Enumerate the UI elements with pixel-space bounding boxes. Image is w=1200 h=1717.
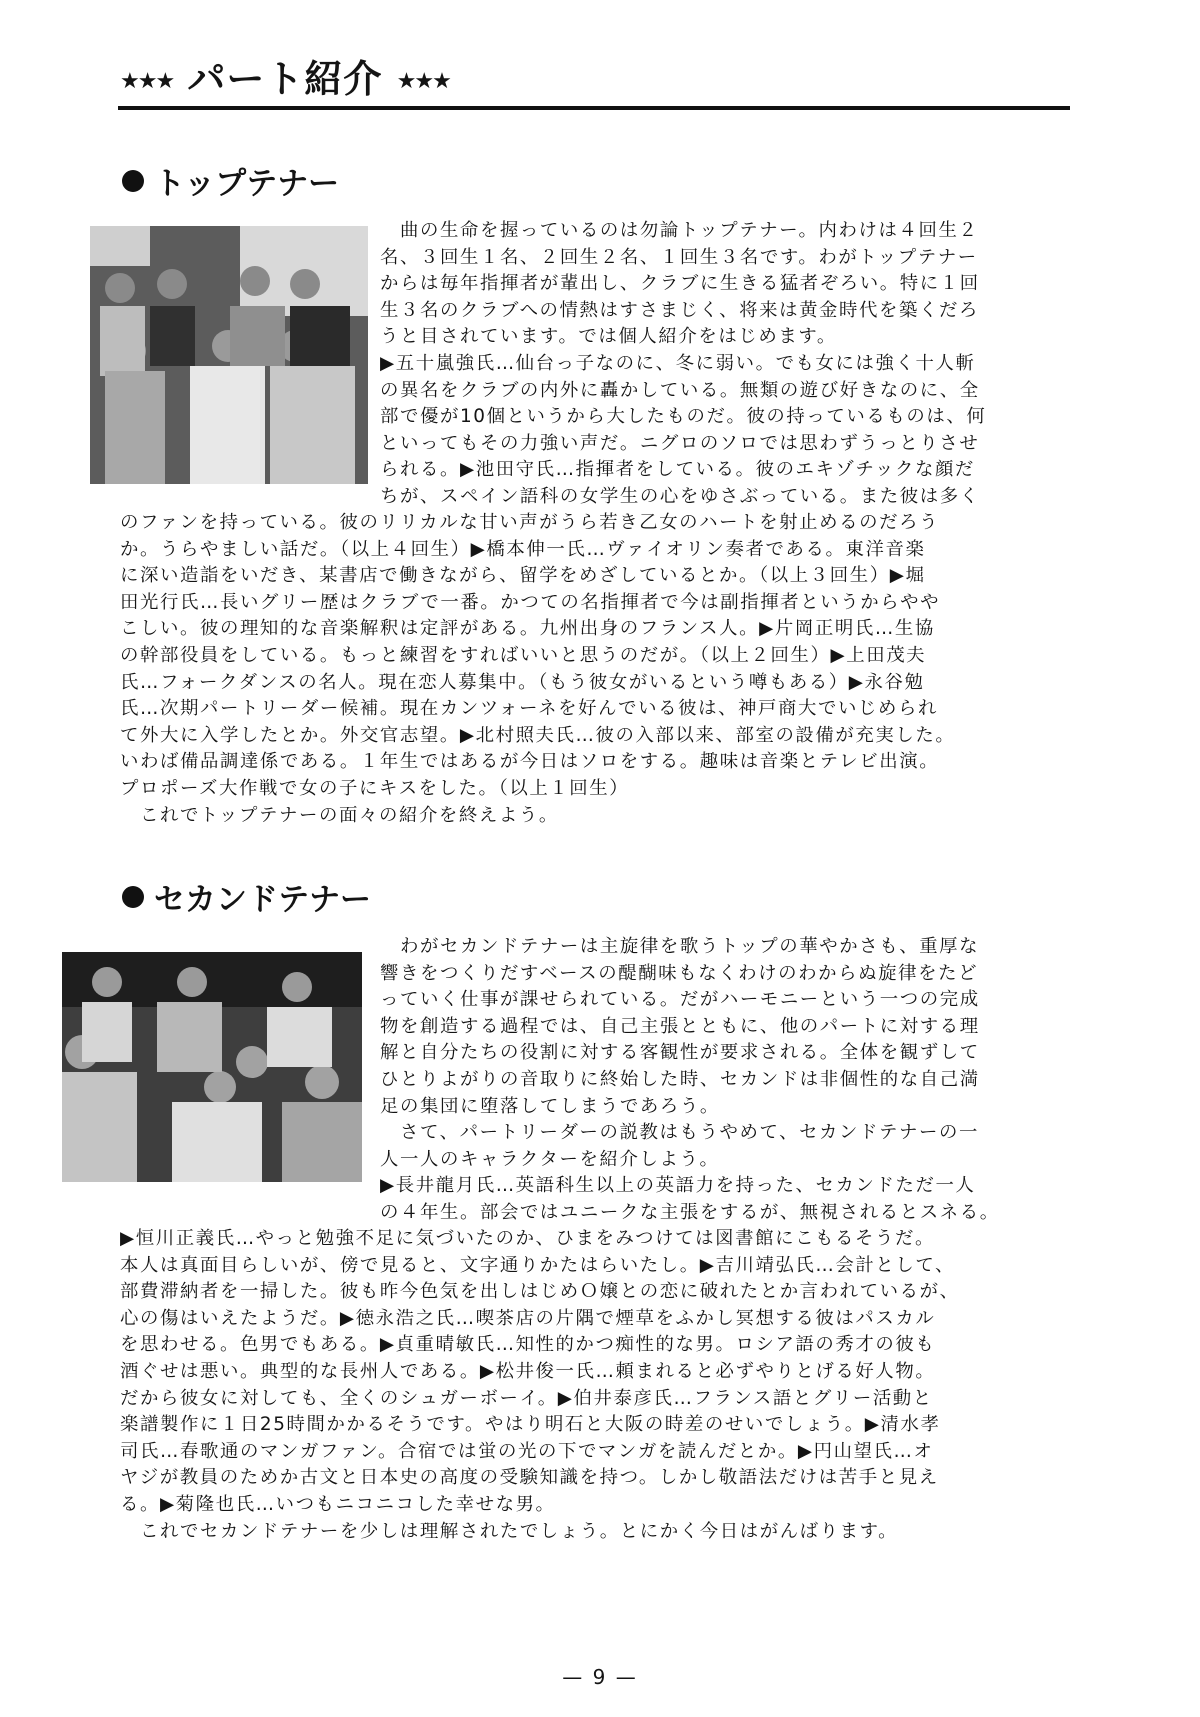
text-line: の異名をクラブの内外に轟かしている。無類の遊び好きなのに、全 (380, 379, 980, 401)
title-stars-left: ★★★ (120, 69, 174, 94)
text-line: わがセカンドテナーは主旋律を歌うトップの華やかさも、重厚な (380, 936, 980, 957)
section-heading-second-tenor (122, 874, 371, 919)
text-line: 田光行氏…長いグリー歴はクラブで一番。かつての名指揮者で今は副指揮者というからやや (120, 591, 941, 613)
text-line: ▶恒川正義氏…やっと勉強不足に気づいたのか、ひまをみつけては図書館にこもるそうだ。 (120, 1228, 936, 1249)
text-line: 響きをつくりだすベースの醍醐味もなくわけのわからぬ旋律をたど (380, 962, 979, 984)
text-line: のファンを持っている。彼のリリカルな甘い声がうら若き乙女のハートを射止めるのだろう (120, 512, 940, 533)
text-line: 解と自分たちの役割に対する客観性が要求される。全体を観ずして (380, 1042, 980, 1064)
text-line: 物を創造する過程では、自己主張とともに、他のパートに対する理 (380, 1015, 980, 1037)
bullet-icon (122, 886, 144, 908)
text-line: っていく仕事が課せられている。だがハーモニーという一つの完成 (380, 989, 980, 1011)
text-line: これでトップテナーの面々の紹介を終えよう。 (120, 804, 559, 826)
text-line: の４年生。部会ではユニークな主張をするが、無視されるとスネる。 (380, 1201, 1000, 1223)
text-line: うと目されています。では個人紹介をはじめます。 (380, 326, 837, 348)
text-line: ▶五十嵐強氏…仙台っ子なのに、冬に弱い。でも女には強く十人斬 (380, 352, 976, 374)
text-line: 氏…次期パートリーダー候補。現在カンツォーネを好んでいる彼は、神戸商大でいじめられ (120, 698, 938, 720)
section-heading-text: セカンドテナー (154, 882, 371, 918)
text-line: に深い造詣をいだき、某書店で働きながら、留学をめざしているとか。（以上３回生）▶堀 (120, 565, 926, 587)
page-number: — 9 — (562, 1665, 638, 1689)
title-stars-right: ★★★ (396, 69, 450, 94)
text-line: 司氏…春歌通のマンガファン。合宿では蛍の光の下でマンガを読んだとか。▶円山望氏…オ (120, 1440, 934, 1462)
top-tenor-group-photo (90, 226, 368, 484)
top-tenor-full-text (120, 510, 955, 829)
text-line: 心の傷はいえたようだ。▶徳永浩之氏…喫茶店の片隅で煙草をふかし冥想する彼はパスカル (120, 1307, 936, 1329)
text-line: 楽譜製作に１日25時間かかるそうです。やはり明石と大阪の時差のせいでしょう。▶清水孝 (120, 1414, 941, 1436)
bullet-icon (122, 170, 144, 192)
text-line: 曲の生命を握っているのは勿論トップテナー。内わけは４回生２ (380, 220, 979, 241)
text-line: られる。▶池田守氏…指揮者をしている。彼のエキゾチックな顔だ (380, 459, 975, 481)
text-line: 部で優が10個というから大したものだ。彼の持っているものは、何 (380, 406, 987, 428)
text-line: といってもその力強い声だ。ニグロのソロでは思わずうっとりさせ (380, 432, 980, 454)
text-line: だから彼女に対しても、全くのシュガーボーイ。▶伯井泰彦氏…フランス語とグリー活動と (120, 1387, 933, 1409)
text-line: 部費滞納者を一掃した。彼も昨今色気を出しはじめＯ嬢との恋に破れたとか言われているが、 (120, 1281, 960, 1303)
text-line: る。▶菊隆也氏…いつもニコニコした幸せな男。 (120, 1493, 556, 1515)
page-title (120, 48, 450, 103)
text-line: ヤジが教員のためか古文と日本史の高度の受験知識を持つ。しかし敬語法だけは苦手と見え (120, 1467, 939, 1489)
text-line: ▶長井龍月氏…英語科生以上の英語力を持った、セカンドただ一人 (380, 1175, 976, 1197)
top-tenor-wrapped-text (380, 218, 986, 511)
text-line: ひとりよがりの音取りに終始した時、セカンドは非個性的な自己満 (380, 1068, 980, 1090)
text-line: 生３名のクラブへの情熱はすさまじく、将来は黄金時代を築くだろ (380, 299, 979, 321)
text-line: を思わせる。色男でもある。▶貞重晴敏氏…知性的かつ痴性的な男。ロシア語の秀才の彼も (120, 1334, 936, 1356)
text-line: こしい。彼の理知的な音楽解釈は定評がある。九州出身のフランス人。▶片岡正明氏…生協 (120, 618, 935, 640)
text-line: 酒ぐせは悪い。典型的な長州人である。▶松井俊一氏…頼まれると必ずやりとげる好人物。 (120, 1360, 936, 1382)
text-line: 足の集団に堕落してしまうであろう。 (380, 1095, 720, 1117)
text-line: 氏…フォークダンスの名人。現在恋人募集中。（もう彼女がいるという噂もある）▶永谷勉 (120, 671, 925, 693)
text-line: の幹部役員をしている。もっと練習をすればいいと思うのだが。（以上２回生）▶上田茂夫 (120, 644, 927, 666)
text-line: か。うらやましい話だ。（以上４回生）▶橋本伸一氏…ヴァイオリン奏者である。東洋音楽 (120, 538, 926, 560)
text-line: いわば備品調達係である。１年生ではあるが今日はソロをする。趣味は音楽とテレビ出演。 (120, 751, 940, 773)
title-rule (118, 106, 1070, 110)
text-line: 本人は真面目らしいが、傍で見ると、文字通りかたはらいたし。▶吉川靖弘氏…会計として、 (120, 1254, 955, 1276)
section-heading-top-tenor (122, 158, 339, 203)
second-tenor-full-text (120, 1226, 960, 1545)
text-line: て外大に入学したとか。外交官志望。▶北村照夫氏…彼の入部以来、部室の設備が充実した。 (120, 724, 956, 746)
text-line: 人一人のキャラクターを紹介しよう。 (380, 1148, 720, 1170)
text-line: からは毎年指揮者が輩出し、クラブに生きる猛者ぞろい。特に１回 (380, 273, 980, 295)
second-tenor-group-photo (62, 952, 362, 1182)
text-line: プロポーズ大作戦で女の子にキスをした。（以上１回生） (120, 777, 630, 799)
section-heading-text: トップテナー (154, 166, 340, 202)
text-line: 名、３回生１名、２回生２名、１回生３名です。わがトップテナー (380, 246, 978, 268)
page-title-text: パート紹介 (187, 57, 383, 101)
text-line: ちが、スペイン語科の女学生の心をゆさぶっている。また彼は多く (380, 485, 980, 507)
text-line: さて、パートリーダーの説教はもうやめて、セカンドテナーの一 (380, 1122, 979, 1144)
second-tenor-wrapped-text (380, 934, 1000, 1227)
text-line: これでセカンドテナーを少しは理解されたでしょう。とにかく今日はがんばります。 (120, 1520, 899, 1542)
